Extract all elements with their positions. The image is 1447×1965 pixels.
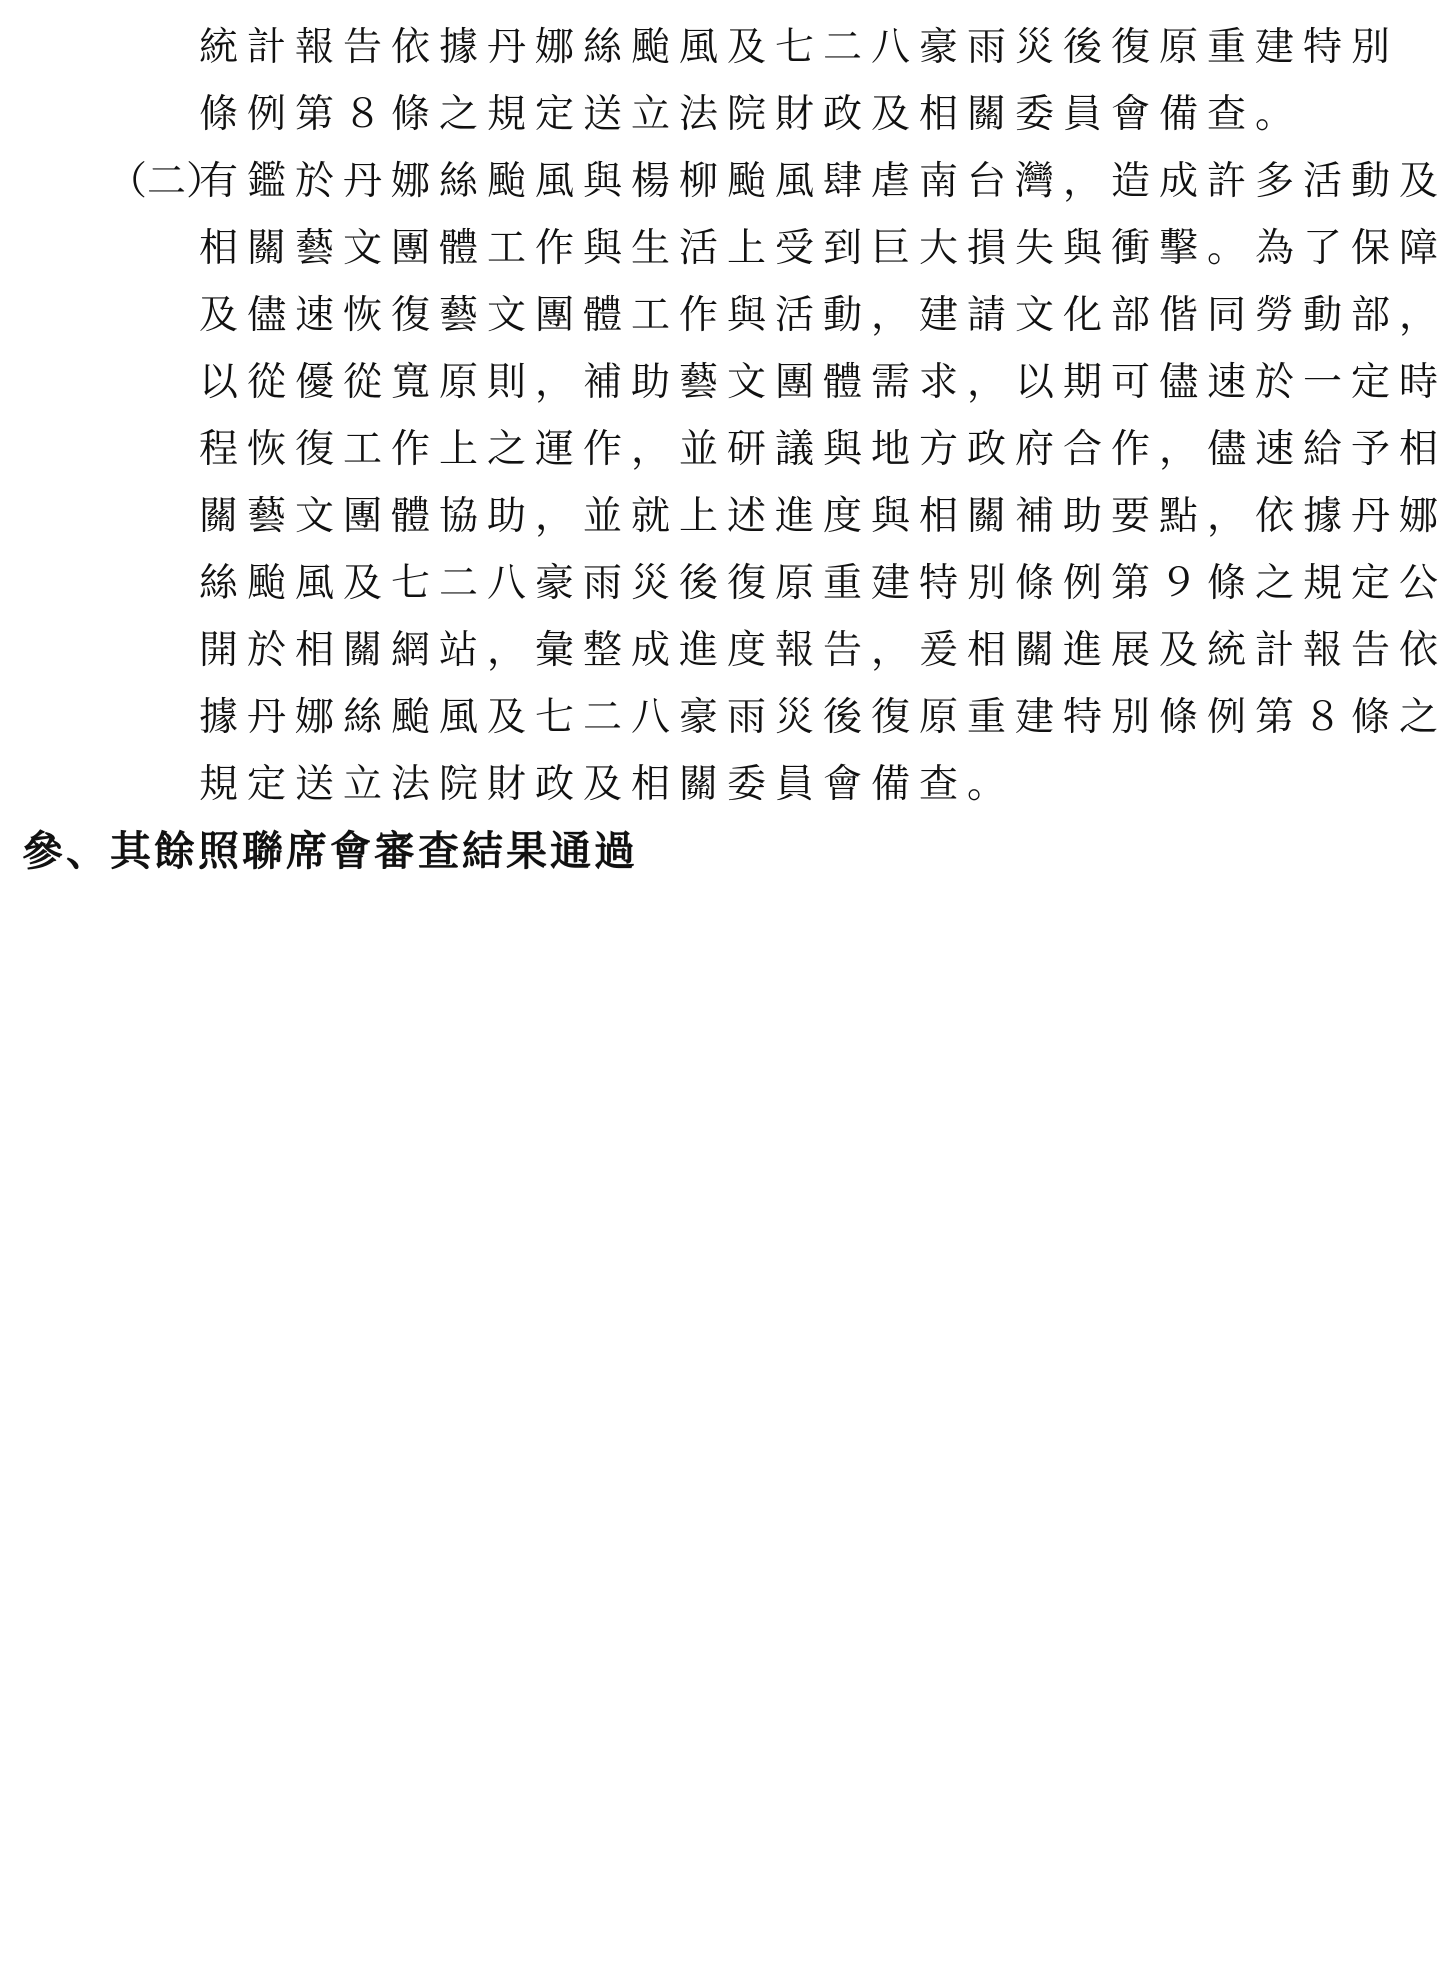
paragraph-line: 以從優從寬原則，補助藝文團體需求，以期可儘速於一定時 [199,360,1447,405]
paragraph-line: 有鑑於丹娜絲颱風與楊柳颱風肆虐南台灣，造成許多活動及 [199,159,1447,204]
item-number-label: （二） [108,159,226,204]
paragraph-line: 規定送立法院財政及相關委員會備查。 [199,762,1016,807]
paragraph-line: 據丹娜絲颱風及七二八豪雨災後復原重建特別條例第８條之 [199,695,1447,740]
paragraph-line: 統計報告依據丹娜絲颱風及七二八豪雨災後復原重建特別 [199,25,1400,70]
paragraph-line: 關藝文團體協助，並就上述進度與相關補助要點，依據丹娜 [199,494,1447,539]
section-heading: 參、其餘照聯席會審查結果通過 [22,827,638,875]
paragraph-line: 程恢復工作上之運作，並研議與地方政府合作，儘速給予相 [199,427,1447,472]
paragraph-line: 及儘速恢復藝文團體工作與活動，建請文化部偕同勞動部， [199,293,1447,338]
paragraph-line: 開於相關網站，彙整成進度報告，爰相關進展及統計報告依 [199,628,1447,673]
paragraph-line: 條例第８條之規定送立法院財政及相關委員會備查。 [199,92,1304,137]
paragraph-line: 相關藝文團體工作與生活上受到巨大損失與衝擊。為了保障 [199,226,1447,271]
paragraph-line: 絲颱風及七二八豪雨災後復原重建特別條例第９條之規定公 [199,561,1447,606]
